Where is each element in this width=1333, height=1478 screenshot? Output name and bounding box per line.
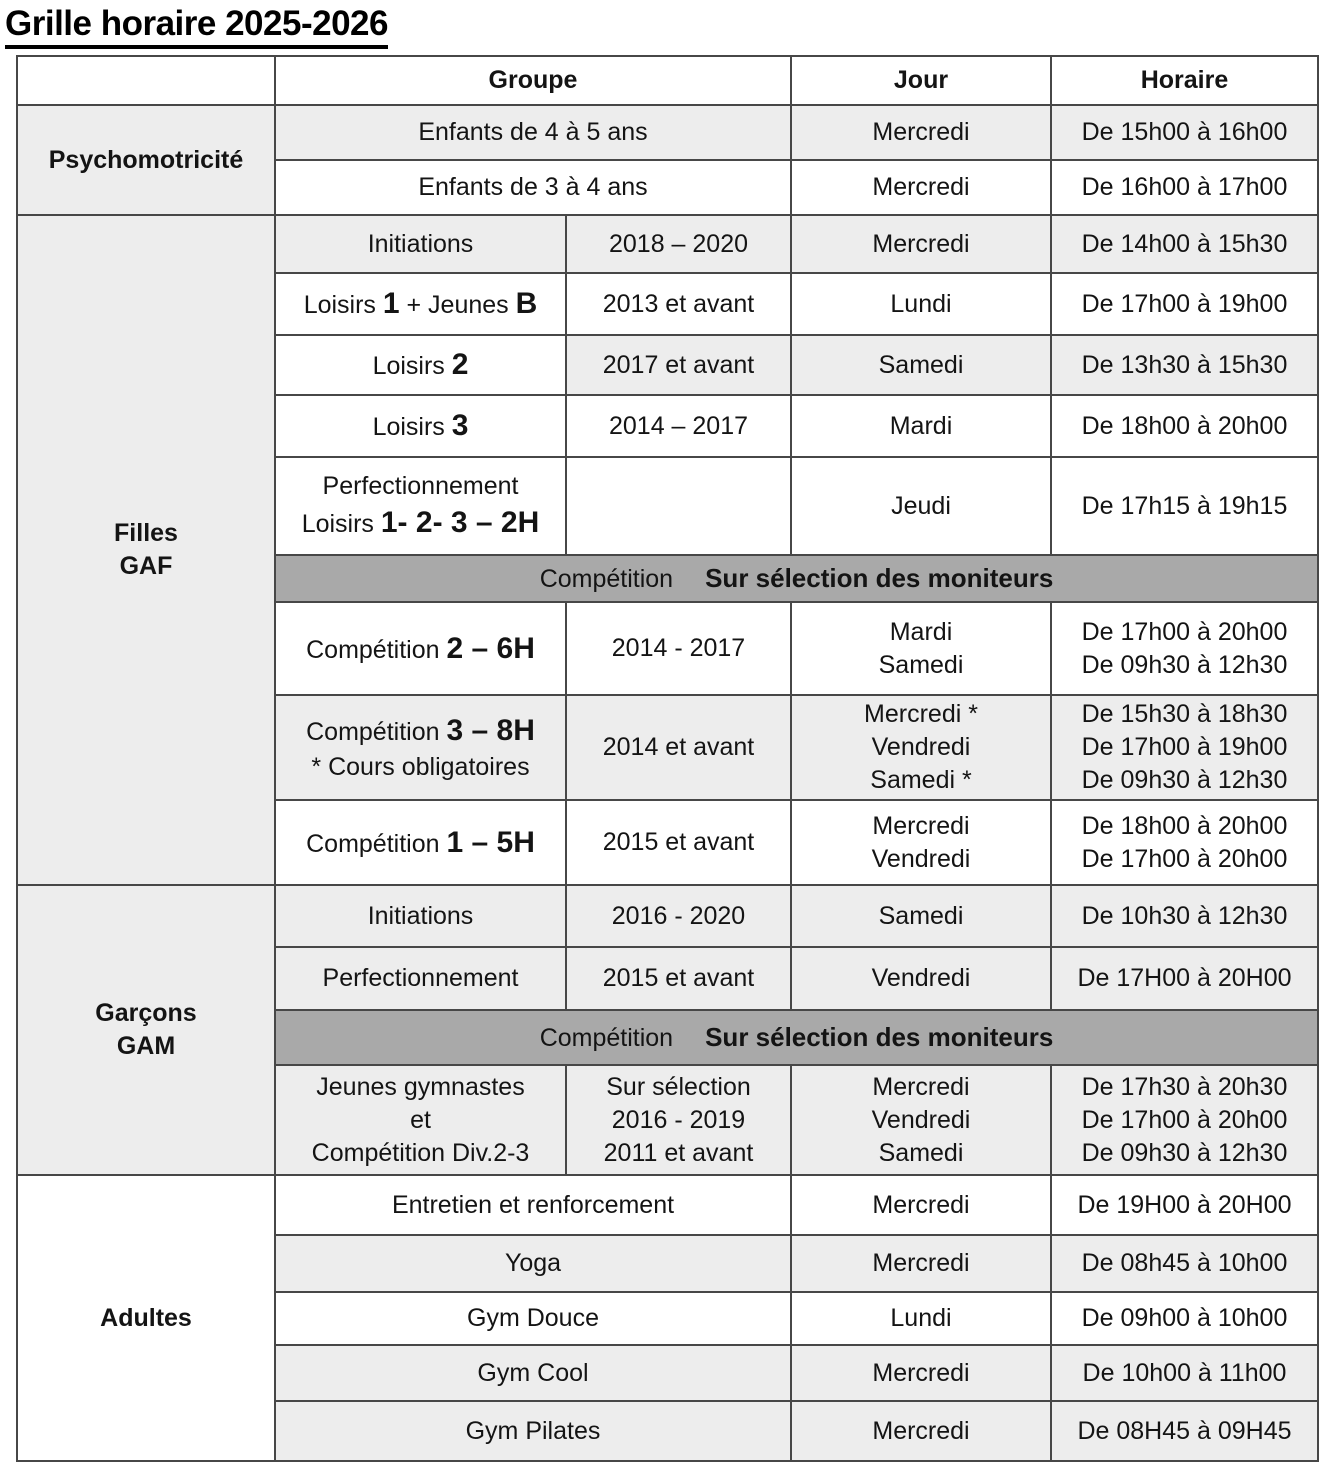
banner-label: Compétition xyxy=(539,1024,674,1052)
day-cell: Samedi xyxy=(791,885,1051,947)
day-cell: Mercredi xyxy=(791,160,1051,215)
time-cell: De 08H45 à 09H45 xyxy=(1051,1401,1318,1461)
header-horaire: Horaire xyxy=(1051,56,1318,105)
group-cell: Gym Douce xyxy=(275,1292,791,1345)
section-label-filles-gaf: Filles GAF xyxy=(17,215,275,885)
header-jour: Jour xyxy=(791,56,1051,105)
day-cell: Lundi xyxy=(791,273,1051,335)
year-cell: 2014 - 2017 xyxy=(566,602,791,695)
group-cell: Loisirs 2 xyxy=(275,335,566,395)
group-cell: Compétition 3 – 8H * Cours obligatoires xyxy=(275,695,566,800)
group-cell: Gym Cool xyxy=(275,1345,791,1401)
group-cell: Loisirs 3 xyxy=(275,395,566,457)
banner-note: Sur sélection des moniteurs xyxy=(705,563,1054,593)
group-cell: Perfectionnement xyxy=(275,947,566,1010)
day-cell: Mercredi xyxy=(791,105,1051,160)
year-cell xyxy=(566,457,791,555)
page-title-text: Grille horaire 2025-2026 xyxy=(5,4,388,49)
time-cell: De 10h30 à 12h30 xyxy=(1051,885,1318,947)
year-cell: 2014 – 2017 xyxy=(566,395,791,457)
group-cell: Enfants de 4 à 5 ans xyxy=(275,105,791,160)
day-cell: Mercredi xyxy=(791,215,1051,273)
day-cell: Vendredi xyxy=(791,947,1051,1010)
header-row xyxy=(17,56,1318,105)
year-cell: 2016 - 2020 xyxy=(566,885,791,947)
time-cell: De 19H00 à 20H00 xyxy=(1051,1175,1318,1235)
time-cell: De 17h15 à 19h15 xyxy=(1051,457,1318,555)
header-empty-cell xyxy=(17,56,275,105)
table-row xyxy=(17,105,1318,160)
day-cell: Mardi Samedi xyxy=(791,602,1051,695)
group-cell: Compétition 1 – 5H xyxy=(275,800,566,885)
page-title xyxy=(5,4,1333,49)
day-cell: Mercredi Vendredi xyxy=(791,800,1051,885)
time-cell: De 10h00 à 11h00 xyxy=(1051,1345,1318,1401)
group-cell: Jeunes gymnastes et Compétition Div.2-3 xyxy=(275,1065,566,1175)
section-label-psychomotricite: Psychomotricité xyxy=(17,105,275,215)
section-label-adultes: Adultes xyxy=(17,1175,275,1461)
banner-competition-gaf xyxy=(275,555,1318,602)
time-cell: De 09h00 à 10h00 xyxy=(1051,1292,1318,1345)
group-cell: Yoga xyxy=(275,1235,791,1292)
year-cell: 2017 et avant xyxy=(566,335,791,395)
banner-competition-gam xyxy=(275,1010,1318,1065)
day-cell: Lundi xyxy=(791,1292,1051,1345)
time-cell: De 17h00 à 19h00 xyxy=(1051,273,1318,335)
day-cell: Mercredi xyxy=(791,1175,1051,1235)
year-cell: 2014 et avant xyxy=(566,695,791,800)
time-cell: De 17H00 à 20H00 xyxy=(1051,947,1318,1010)
year-cell: 2015 et avant xyxy=(566,947,791,1010)
time-cell: De 18h00 à 20h00 De 17h00 à 20h00 xyxy=(1051,800,1318,885)
time-cell: De 18h00 à 20h00 xyxy=(1051,395,1318,457)
day-cell: Mercredi * Vendredi Samedi * xyxy=(791,695,1051,800)
group-cell: Enfants de 3 à 4 ans xyxy=(275,160,791,215)
day-cell: Mercredi xyxy=(791,1401,1051,1461)
header-groupe: Groupe xyxy=(275,56,791,105)
time-cell: De 15h30 à 18h30 De 17h00 à 19h00 De 09h30 à 12h30 xyxy=(1051,695,1318,800)
time-cell: De 17h30 à 20h30 De 17h00 à 20h00 De 09h30 à 12h30 xyxy=(1051,1065,1318,1175)
banner-label: Compétition xyxy=(539,565,674,593)
day-cell: Mercredi Vendredi Samedi xyxy=(791,1065,1051,1175)
time-cell: De 08h45 à 10h00 xyxy=(1051,1235,1318,1292)
day-cell: Jeudi xyxy=(791,457,1051,555)
group-cell: Gym Pilates xyxy=(275,1401,791,1461)
group-cell: Compétition 2 – 6H xyxy=(275,602,566,695)
year-cell: 2018 – 2020 xyxy=(566,215,791,273)
time-cell: De 14h00 à 15h30 xyxy=(1051,215,1318,273)
group-cell: Loisirs 1 + Jeunes B xyxy=(275,273,566,335)
day-cell: Mercredi xyxy=(791,1235,1051,1292)
time-cell: De 13h30 à 15h30 xyxy=(1051,335,1318,395)
table-row xyxy=(17,885,1318,947)
group-cell: Perfectionnement Loisirs 1- 2- 3 – 2H xyxy=(275,457,566,555)
day-cell: Samedi xyxy=(791,335,1051,395)
day-cell: Mardi xyxy=(791,395,1051,457)
section-label-garcons-gam: Garçons GAM xyxy=(17,885,275,1175)
banner-note: Sur sélection des moniteurs xyxy=(705,1022,1054,1052)
year-cell: Sur sélection 2016 - 2019 2011 et avant xyxy=(566,1065,791,1175)
group-cell: Initiations xyxy=(275,215,566,273)
day-cell: Mercredi xyxy=(791,1345,1051,1401)
schedule-table xyxy=(16,55,1319,1462)
group-cell: Entretien et renforcement xyxy=(275,1175,791,1235)
table-row xyxy=(17,1175,1318,1235)
year-cell: 2015 et avant xyxy=(566,800,791,885)
time-cell: De 15h00 à 16h00 xyxy=(1051,105,1318,160)
year-cell: 2013 et avant xyxy=(566,273,791,335)
time-cell: De 17h00 à 20h00 De 09h30 à 12h30 xyxy=(1051,602,1318,695)
table-row xyxy=(17,215,1318,273)
group-cell: Initiations xyxy=(275,885,566,947)
time-cell: De 16h00 à 17h00 xyxy=(1051,160,1318,215)
